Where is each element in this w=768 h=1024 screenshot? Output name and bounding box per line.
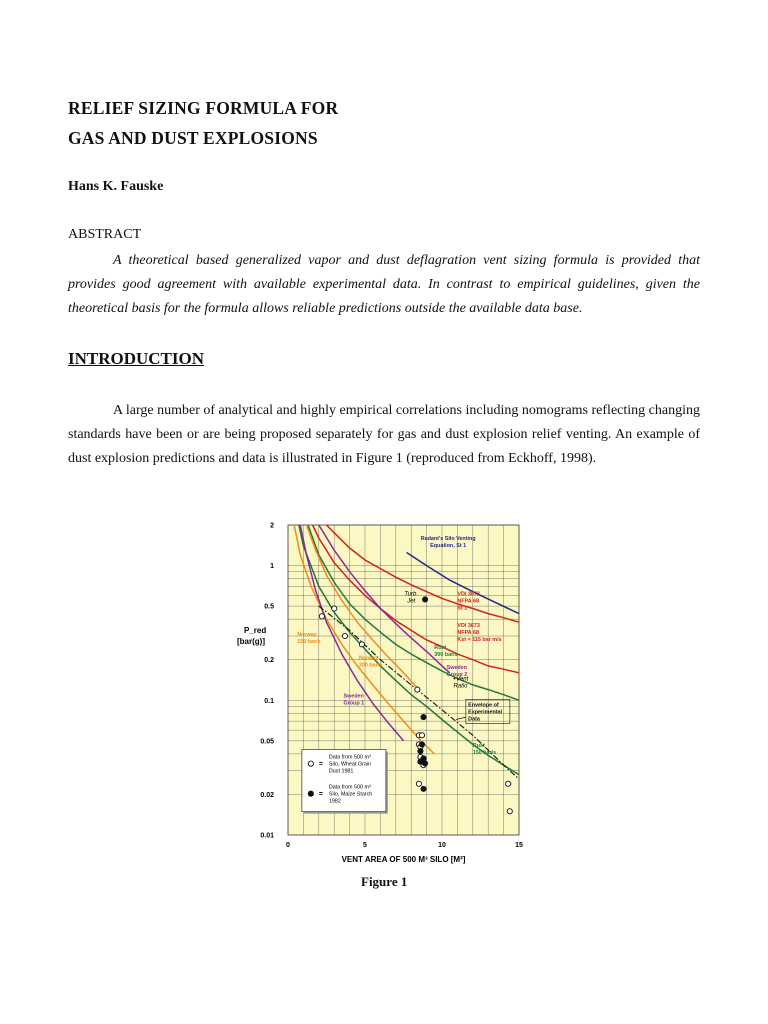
data-point-filled [422, 761, 427, 766]
y-tick-label: 0.5 [264, 603, 274, 611]
series-label: Data [468, 716, 480, 723]
abstract-text: A theoretical based generalized vapor and dust deflagration vent sizing formula is provided that provides good agreement with available experimental data. In contrast to empirical guidelines, given the theoretical basis for the formula allows reliable predictions outside the available data base. [68, 253, 700, 316]
series-label: Kst = 115 bar m/s [457, 636, 502, 643]
series-label: Equation, St 1 [430, 542, 467, 549]
data-point-open [319, 614, 324, 619]
y-axis-label: [bar(g)] [237, 637, 265, 646]
y-tick-label: 0.1 [264, 697, 274, 705]
legend-text: Dust 1981 [328, 768, 354, 775]
y-tick-label: 2 [270, 522, 274, 530]
y-axis-label: P_red [244, 626, 267, 635]
legend-text: Data from 500 m³ [328, 754, 371, 761]
title-line-1: RELIEF SIZING FORMULA FOR [68, 98, 339, 118]
data-point-filled [418, 748, 423, 753]
series-label: Rust [472, 742, 485, 749]
data-point-open [506, 781, 511, 786]
series-label: VDI 3673 [457, 591, 480, 598]
introduction-text: A large number of analytical and highly empirical correlations including nomograms reflecting changing standards have been or are being proposed separately for gas and dust explosion relief venting. An example of dust explosion predictions and data is illustrated in Figure 1 (reproduced from Eckhoff, 1998). [68, 403, 700, 466]
data-point-open [507, 809, 512, 814]
data-point-open [415, 687, 420, 692]
data-point-filled [419, 742, 424, 747]
series-label: Norway [358, 655, 379, 662]
legend-marker [308, 791, 313, 796]
author-name: Hans K. Fauske [68, 179, 164, 194]
data-point-filled [421, 715, 426, 720]
introduction-heading: INTRODUCTION [68, 349, 205, 368]
series-label: Rust [434, 645, 447, 652]
series-label: Radant's Silo Venting [420, 535, 476, 542]
abstract-heading: ABSTRACT [68, 227, 142, 242]
chart-annotation: +Vent [452, 676, 469, 683]
series-label: Envelope of [468, 702, 499, 709]
data-point-open [359, 642, 364, 647]
chart-annotation: Jet [407, 598, 416, 605]
series-label: 150 bar/s [472, 749, 497, 756]
y-tick-label: 0.2 [264, 657, 274, 665]
data-point-filled [422, 597, 427, 602]
y-tick-label: 1 [270, 563, 274, 571]
x-tick-label: 0 [286, 842, 290, 849]
data-point-open [416, 781, 421, 786]
paper-title [68, 93, 338, 153]
x-tick-label: 15 [515, 842, 523, 849]
data-point-open [342, 633, 347, 638]
series-label: 150 bar/s [297, 638, 321, 645]
series-label: VDI 3673 [457, 622, 480, 629]
x-axis-label: VENT AREA OF 500 M³ SILO [M²] [341, 855, 466, 864]
y-tick-label: 0.02 [260, 791, 274, 799]
series-label: St 1 [457, 605, 468, 612]
series-label: Group 2 [446, 672, 468, 679]
series-label: NFPA 68 [457, 598, 479, 605]
y-tick-label: 0.05 [260, 738, 274, 746]
x-tick-label: 10 [438, 842, 446, 849]
figure-1-chart [237, 513, 544, 864]
legend-text: Silo, Wheat Grain [328, 761, 372, 768]
series-label: Experimental [468, 709, 503, 716]
legend-text: Data from 500 m³ [328, 784, 371, 791]
series-label: 300 bar/s [434, 652, 458, 659]
legend-text: Silo, Maize Starch [328, 791, 373, 798]
series-label: Group 1 [343, 700, 365, 707]
chart-annotation: Ratio [453, 683, 468, 690]
series-label: Norway [297, 631, 317, 638]
legend-symbol: = [318, 761, 323, 769]
series-label: 300 bar/s [358, 662, 383, 669]
data-point-open [419, 733, 424, 738]
data-point-filled [421, 786, 426, 791]
legend-marker [308, 761, 313, 766]
legend-symbol: = [318, 791, 323, 799]
series-label: Sweden [446, 665, 467, 672]
data-point-open [332, 606, 337, 611]
chart-annotation: Turb. [404, 591, 418, 598]
series-label: Sweden [343, 693, 364, 700]
x-tick-label: 5 [363, 842, 367, 849]
series-label: NFPA 68 [457, 629, 479, 636]
figure-caption: Figure 1 [361, 874, 408, 889]
y-tick-label: 0.01 [260, 832, 274, 840]
title-line-2: GAS AND DUST EXPLOSIONS [68, 128, 318, 148]
legend-text: 1982 [328, 798, 341, 805]
